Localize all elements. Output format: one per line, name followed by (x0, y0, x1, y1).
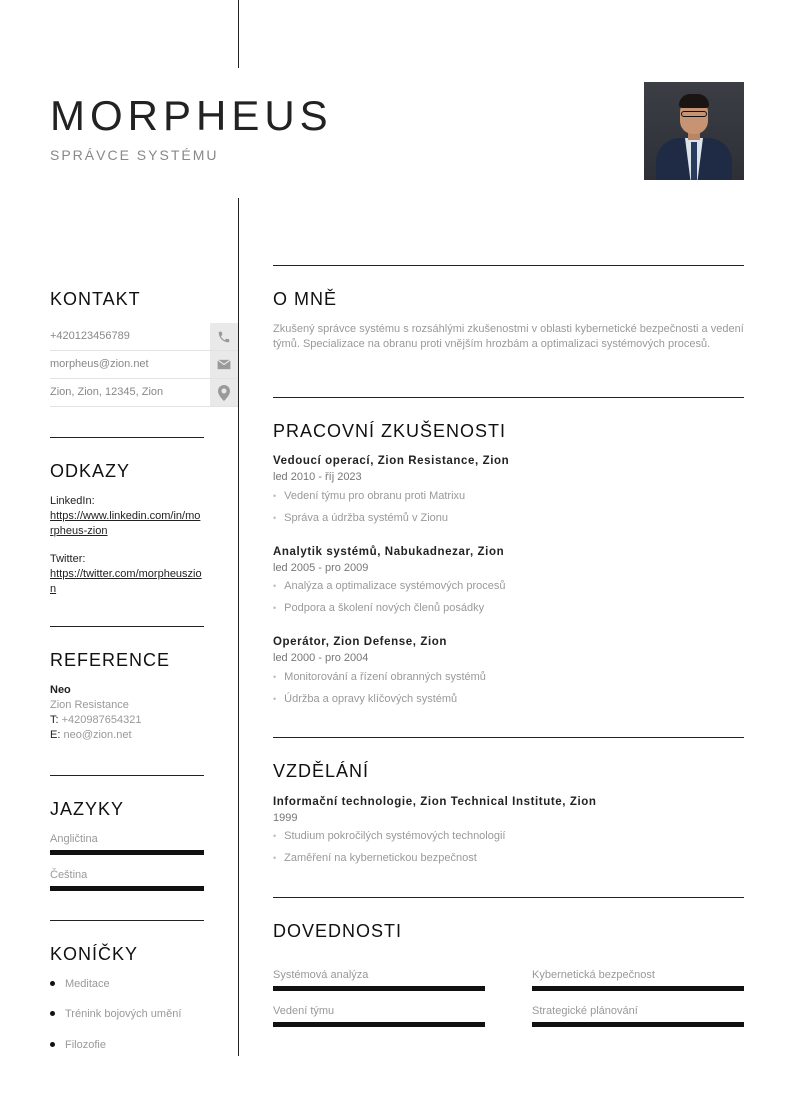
contact-phone[interactable]: +420123456789 (50, 330, 130, 342)
skills-section-title: DOVEDNOSTI (273, 921, 403, 941)
job-bullet: • Podpora a školení nových členů posádky (273, 602, 484, 614)
hobby-item: Trénink bojových umění (50, 1008, 181, 1020)
contact-phone-row (50, 323, 238, 351)
job-heading: Analytik systémů, Nabukadnezar, Zion (273, 546, 505, 558)
contact-section-title: KONTAKT (50, 289, 141, 309)
linkedin-link[interactable]: https://www.linkedin.com/in/morpheus-zion (50, 510, 201, 537)
about-top-divider (273, 265, 744, 266)
contact-address: Zion, Zion, 12345, Zion (50, 386, 164, 398)
skill-level-bar (273, 1022, 485, 1027)
skill-level-bar (273, 986, 485, 991)
phone-icon (210, 323, 238, 350)
contact-address-row (50, 379, 238, 407)
experience-section-title: PRACOVNÍ ZKUŠENOSTI (273, 421, 507, 441)
links-section-title: ODKAZY (50, 461, 131, 481)
job-bullet: • Monitorování a řízení obranných systémů (273, 671, 486, 683)
language-english-label: Angličtina (50, 833, 98, 845)
job-bullet: • Správa a údržba systémů v Zionu (273, 512, 448, 524)
bullet-dot-icon (50, 1042, 55, 1047)
reference-divider (50, 775, 204, 776)
contact-divider (50, 437, 204, 438)
job-title: SPRÁVCE SYSTÉMU (50, 147, 219, 163)
reference-phone[interactable]: +420987654321 (61, 714, 142, 726)
hobbies-section-title: KONÍČKY (50, 944, 139, 964)
bullet-dot-icon (50, 1011, 55, 1016)
job-dates: led 2000 - pro 2004 (273, 652, 369, 664)
reference-email-label: E: (50, 729, 61, 741)
about-section-title: O MNĚ (273, 289, 338, 309)
reference-name: Neo (50, 684, 71, 696)
hobby-item: Filozofie (50, 1039, 106, 1051)
reference-phone-label: T: (50, 714, 59, 726)
skill-level-bar (532, 1022, 744, 1027)
skill-label: Vedení týmu (273, 1005, 335, 1017)
experience-top-divider (273, 397, 744, 398)
education-section-title: VZDĚLÁNÍ (273, 761, 370, 781)
twitter-link[interactable]: https://twitter.com/morpheuszion (50, 568, 202, 595)
reference-company: Zion Resistance (50, 699, 129, 711)
languages-section-title: JAZYKY (50, 799, 125, 819)
profile-photo (644, 82, 744, 180)
twitter-label: Twitter: (50, 553, 86, 565)
skills-top-divider (273, 897, 744, 898)
skill-label: Kybernetická bezpečnost (532, 969, 655, 981)
language-czech-level-bar (50, 886, 204, 891)
reference-block (50, 683, 204, 743)
hobby-item: Meditace (50, 978, 110, 990)
linkedin-label: LinkedIn: (50, 495, 95, 507)
links-divider (50, 626, 204, 627)
skill-level-bar (532, 986, 744, 991)
top-divider-line (238, 0, 239, 68)
education-top-divider (273, 737, 744, 738)
language-czech-label: Čeština (50, 869, 88, 881)
linkedin-link-group (50, 494, 204, 539)
job-bullet: • Vedení týmu pro obranu proti Matrixu (273, 490, 465, 502)
column-divider-line (238, 198, 239, 1056)
reference-section-title: REFERENCE (50, 650, 171, 670)
location-pin-icon (210, 379, 238, 406)
bullet-dot-icon (50, 981, 55, 986)
job-bullet: • Analýza a optimalizace systémových procesů (273, 580, 505, 592)
skill-label: Strategické plánování (532, 1005, 638, 1017)
job-heading: Operátor, Zion Defense, Zion (273, 636, 447, 648)
job-dates: led 2005 - pro 2009 (273, 562, 369, 574)
education-bullet: • Zaměření na kybernetickou bezpečnost (273, 852, 477, 864)
language-english-level-bar (50, 850, 204, 855)
twitter-link-group (50, 552, 204, 597)
contact-email-row (50, 351, 238, 379)
about-text: Zkušený správce systému s rozsáhlými zkušenostmi v oblasti kybernetické bezpečnosti a vedení týmů. Specializace na obranu proti vnějším hrozbám a optimalizaci systémových procesů. (273, 323, 744, 350)
job-bullet: • Údržba a opravy klíčových systémů (273, 693, 457, 705)
candidate-name: MORPHEUS (50, 92, 333, 139)
education-bullet: • Studium pokročilých systémových technologií (273, 830, 505, 842)
education-dates: 1999 (273, 812, 298, 824)
languages-divider (50, 920, 204, 921)
education-heading: Informační technologie, Zion Technical Institute, Zion (273, 796, 597, 808)
job-heading: Vedoucí operací, Zion Resistance, Zion (273, 455, 510, 467)
reference-email[interactable]: neo@zion.net (63, 729, 132, 741)
contact-email[interactable]: morpheus@zion.net (50, 358, 149, 370)
envelope-icon (210, 351, 238, 378)
skill-label: Systémová analýza (273, 969, 369, 981)
job-dates: led 2010 - říj 2023 (273, 471, 362, 483)
